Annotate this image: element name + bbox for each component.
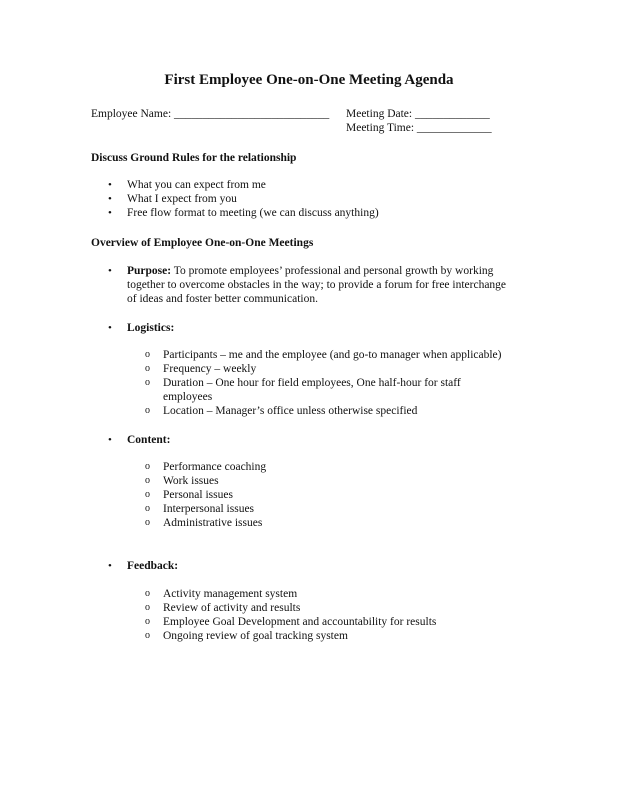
circle-bullet-icon: o bbox=[145, 475, 150, 486]
circle-bullet-icon: o bbox=[145, 616, 150, 627]
bullet-icon: • bbox=[108, 265, 112, 277]
list-item: Review of activity and results bbox=[163, 602, 301, 614]
purpose-line-1 bbox=[127, 264, 493, 278]
content-label: Content: bbox=[127, 434, 171, 446]
circle-bullet-icon: o bbox=[145, 630, 150, 641]
list-item: Participants – me and the employee (and go-to manager when applicable) bbox=[163, 349, 502, 361]
purpose-label: Purpose: bbox=[127, 265, 172, 277]
bullet-icon: • bbox=[108, 179, 112, 191]
logistics-label: Logistics: bbox=[127, 322, 175, 334]
circle-bullet-icon: o bbox=[145, 503, 150, 514]
bullet-icon: • bbox=[108, 207, 112, 219]
list-item: Personal issues bbox=[163, 489, 233, 501]
list-item: Work issues bbox=[163, 475, 219, 487]
list-item: Performance coaching bbox=[163, 461, 267, 473]
list-item: Activity management system bbox=[163, 588, 298, 600]
list-item: Duration – One hour for field employees, One half-hour for staff bbox=[163, 377, 461, 389]
circle-bullet-icon: o bbox=[145, 363, 150, 374]
meeting-date-field: Meeting Date: _____________ bbox=[346, 108, 490, 120]
page-title: First Employee One-on-One Meeting Agenda bbox=[164, 72, 454, 88]
overview-heading: Overview of Employee One-on-One Meetings bbox=[91, 237, 314, 249]
circle-bullet-icon: o bbox=[145, 602, 150, 613]
bullet-icon: • bbox=[108, 560, 112, 572]
circle-bullet-icon: o bbox=[145, 377, 150, 388]
circle-bullet-icon: o bbox=[145, 461, 150, 472]
feedback-label: Feedback: bbox=[127, 560, 179, 572]
list-item: Administrative issues bbox=[163, 517, 263, 529]
list-item: What I expect from you bbox=[127, 193, 237, 205]
list-item: Interpersonal issues bbox=[163, 503, 255, 515]
list-item-continuation: employees bbox=[163, 391, 213, 403]
circle-bullet-icon: o bbox=[145, 405, 150, 416]
list-item: Ongoing review of goal tracking system bbox=[163, 630, 348, 642]
list-item: Location – Manager’s office unless otherwise specified bbox=[163, 405, 418, 417]
meeting-time-field: Meeting Time: _____________ bbox=[346, 122, 492, 134]
list-item: What you can expect from me bbox=[127, 179, 266, 191]
circle-bullet-icon: o bbox=[145, 588, 150, 599]
purpose-text: To promote employees’ professional and personal growth by working bbox=[171, 265, 494, 277]
bullet-icon: • bbox=[108, 322, 112, 334]
ground-rules-heading: Discuss Ground Rules for the relationship bbox=[91, 152, 297, 164]
circle-bullet-icon: o bbox=[145, 517, 150, 528]
bullet-icon: • bbox=[108, 434, 112, 446]
purpose-line-3: of ideas and foster better communication. bbox=[127, 293, 318, 305]
circle-bullet-icon: o bbox=[145, 489, 150, 500]
circle-bullet-icon: o bbox=[145, 349, 150, 360]
list-item: Frequency – weekly bbox=[163, 363, 257, 375]
list-item: Employee Goal Development and accountability for results bbox=[163, 616, 437, 628]
employee-name-field: Employee Name: ___________________________ bbox=[91, 108, 330, 120]
list-item: Free flow format to meeting (we can discuss anything) bbox=[127, 207, 379, 219]
bullet-icon: • bbox=[108, 193, 112, 205]
purpose-line-2: together to overcome obstacles in the way; to provide a forum for free interchange bbox=[127, 279, 507, 291]
